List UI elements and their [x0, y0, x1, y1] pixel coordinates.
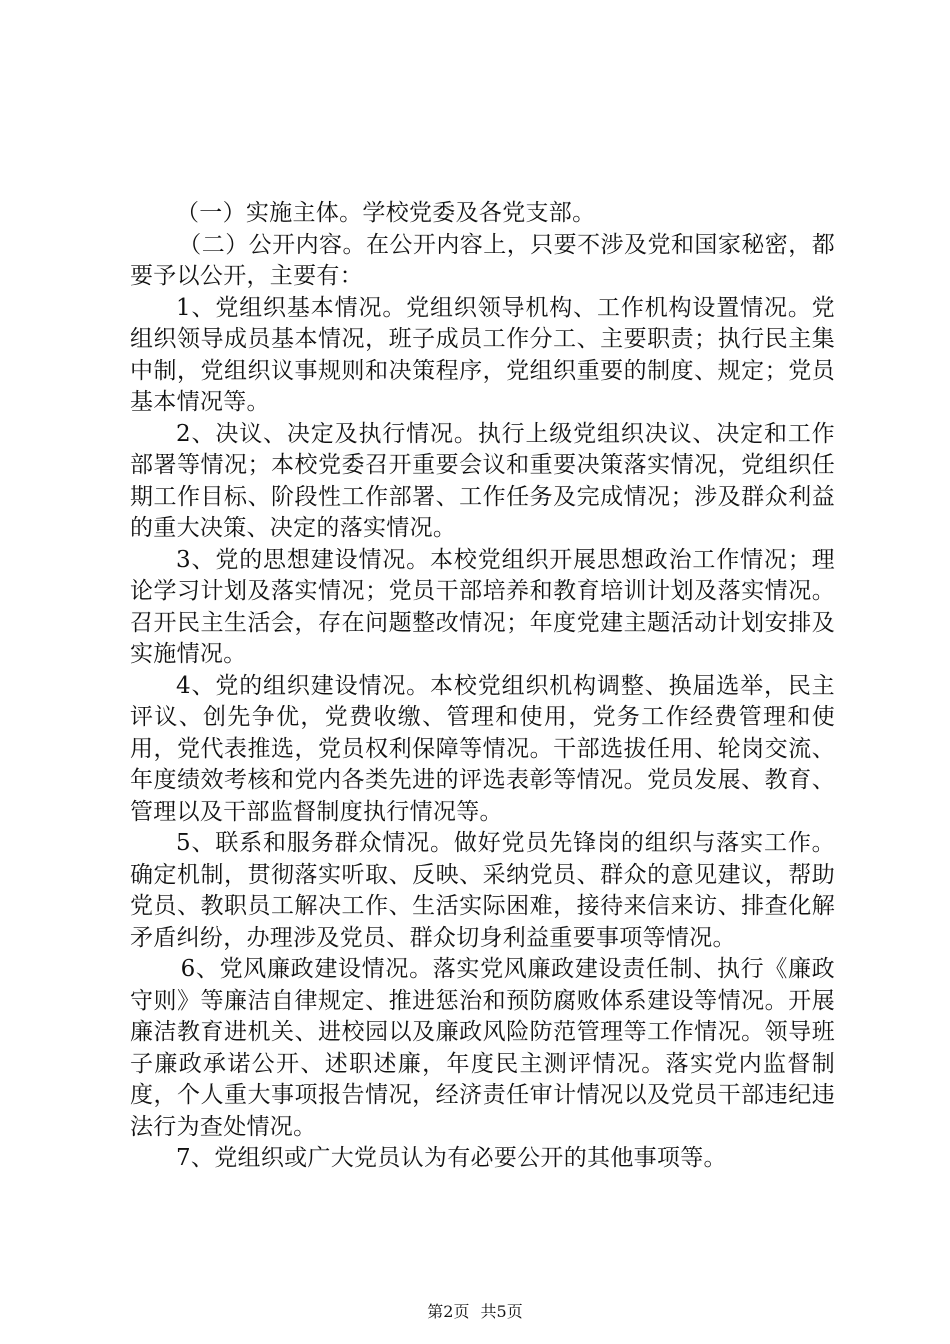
- paragraph-disclosure-content: （二）公开内容。在公开内容上，只要不涉及党和国家秘密，都要予以公开，主要有：: [130, 231, 835, 289]
- page-total: 共5页: [480, 1302, 523, 1321]
- paragraph-item-2: 2、决议、决定及执行情况。执行上级党组织决议、决定和工作部署等情况；本校党委召开重要会议和重要决策落实情况，党组织任期工作目标、阶段性工作部署、工作任务及完成情况；涉及群众利益的重大决策、决定的落实情况。: [130, 420, 835, 541]
- paragraph-item-6: 6、党风廉政建设情况。落实党风廉政建设责任制、执行《廉政守则》等廉洁自律规定、推进惩治和预防腐败体系建设等情况。开展廉洁教育进机关、进校园以及廉政风险防范管理等工作情况。领导班子廉政承诺公开、述职述廉，年度民主测评情况。落实党内监督制度，个人重大事项报告情况，经济责任审计情况以及党员干部违纪违法行为查处情况。: [130, 956, 835, 1140]
- page-number: 第2页: [427, 1302, 470, 1321]
- paragraph-item-4: 4、党的组织建设情况。本校党组织机构调整、换届选举，民主评议、创先争优，党费收缴、管理和使用，党务工作经费管理和使用，党代表推选，党员权利保障等情况。干部选拔任用、轮岗交流、年度绩效考核和党内各类先进的评选表彰等情况。党员发展、教育、管理以及干部监督制度执行情况等。: [130, 672, 835, 825]
- page-footer: [0, 1302, 950, 1322]
- paragraph-item-7: 7、党组织或广大党员认为有必要公开的其他事项等。: [176, 1145, 727, 1171]
- paragraph-item-3: 3、党的思想建设情况。本校党组织开展思想政治工作情况；理论学习计划及落实情况；党员干部培养和教育培训计划及落实情况。召开民主生活会，存在问题整改情况；年度党建主题活动计划安排及实施情况。: [130, 546, 835, 667]
- paragraph-implementation-subject: （一）实施主体。学校党委及各党支部。: [176, 200, 596, 226]
- paragraph-item-5: 5、联系和服务群众情况。做好党员先锋岗的组织与落实工作。确定机制，贯彻落实听取、反映、采纳党员、群众的意见建议，帮助党员、教职员工解决工作、生活实际困难，接待来信来访、排查化解矛盾纠纷，办理涉及党员、群众切身利益重要事项等情况。: [130, 830, 835, 951]
- paragraph-item-1: 1、党组织基本情况。党组织领导机构、工作机构设置情况。党组织领导成员基本情况，班子成员工作分工、主要职责；执行民主集中制，党组织议事规则和决策程序，党组织重要的制度、规定；党员基本情况等。: [130, 294, 835, 415]
- document-body: [130, 198, 835, 1175]
